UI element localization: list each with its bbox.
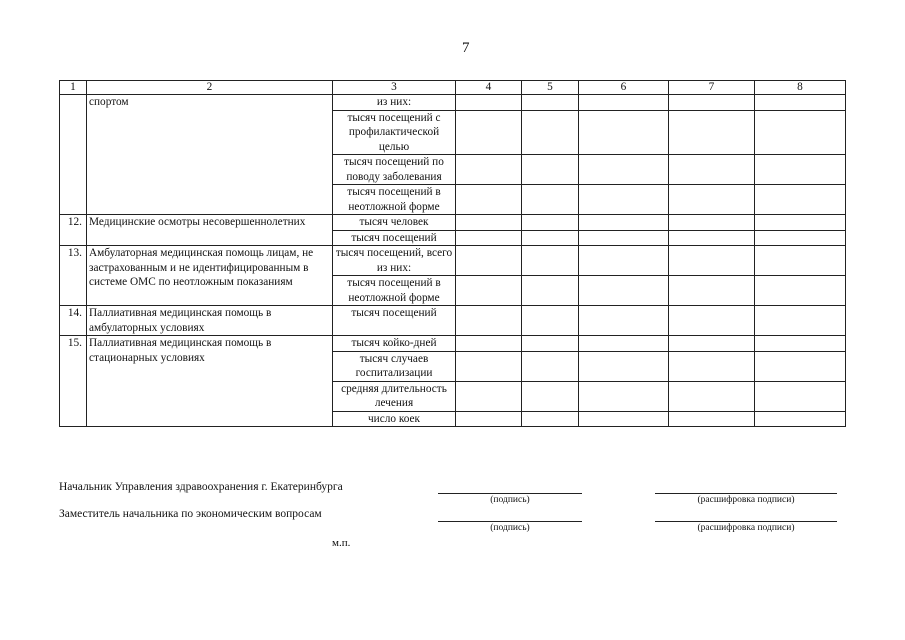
value-cell: [522, 230, 579, 246]
table-row: [60, 246, 846, 276]
value-cell: [456, 276, 522, 306]
page-number: 7: [462, 40, 470, 56]
value-cell: [755, 230, 846, 246]
value-cell: [456, 110, 522, 155]
table-row: [60, 336, 846, 352]
value-cell: [522, 351, 579, 381]
value-cell: [755, 306, 846, 336]
value-cell: [456, 381, 522, 411]
value-cell: [669, 246, 755, 276]
value-cell: [669, 95, 755, 111]
row-name-cell: Паллиативная медицинская помощь в амбулаторных условиях: [87, 306, 333, 336]
unit-cell: тысяч посещений по поводу заболевания: [333, 155, 456, 185]
header-cell: 6: [579, 81, 669, 95]
signature-line: [438, 521, 582, 522]
value-cell: [579, 276, 669, 306]
value-cell: [669, 185, 755, 215]
value-cell: [755, 215, 846, 231]
value-cell: [669, 351, 755, 381]
unit-cell: тысяч случаев госпитализации: [333, 351, 456, 381]
deputy-title: Заместитель начальника по экономическим вопросам: [59, 508, 322, 520]
unit-cell: тысяч посещений в неотложной форме: [333, 185, 456, 215]
table-row: [60, 215, 846, 231]
decoding-caption: (расшифровка подписи): [697, 523, 795, 533]
value-cell: [579, 215, 669, 231]
table-row: [60, 95, 846, 111]
header-cell: 2: [87, 81, 333, 95]
value-cell: [669, 215, 755, 231]
unit-cell: тысяч человек: [333, 215, 456, 231]
unit-cell: тысяч посещений: [333, 306, 456, 336]
value-cell: [522, 110, 579, 155]
header-cell: 4: [456, 81, 522, 95]
unit-cell: тысяч посещений, всего из них:: [333, 246, 456, 276]
header-cell: 1: [60, 81, 87, 95]
decoding-line: [655, 493, 837, 494]
value-cell: [669, 411, 755, 427]
value-cell: [579, 110, 669, 155]
header-row: [60, 81, 846, 95]
value-cell: [456, 95, 522, 111]
value-cell: [579, 306, 669, 336]
value-cell: [522, 381, 579, 411]
value-cell: [579, 95, 669, 111]
value-cell: [755, 411, 846, 427]
value-cell: [456, 246, 522, 276]
value-cell: [522, 246, 579, 276]
value-cell: [755, 246, 846, 276]
value-cell: [755, 351, 846, 381]
head-title: Начальник Управления здравоохранения г. Екатеринбурга: [59, 481, 343, 493]
value-cell: [755, 110, 846, 155]
value-cell: [522, 306, 579, 336]
value-cell: [456, 155, 522, 185]
unit-cell: число коек: [333, 411, 456, 427]
row-number-cell: 14.: [60, 306, 87, 336]
value-cell: [456, 185, 522, 215]
value-cell: [456, 215, 522, 231]
header-cell: 5: [522, 81, 579, 95]
value-cell: [669, 336, 755, 352]
row-name-cell: спортом: [87, 95, 333, 215]
value-cell: [522, 215, 579, 231]
header-cell: 3: [333, 81, 456, 95]
unit-cell: тысяч посещений с профилактической целью: [333, 110, 456, 155]
row-number-cell: 12.: [60, 215, 87, 246]
value-cell: [456, 351, 522, 381]
row-number-cell: 13.: [60, 246, 87, 306]
value-cell: [456, 411, 522, 427]
value-cell: [522, 185, 579, 215]
unit-cell: тысяч койко-дней: [333, 336, 456, 352]
value-cell: [579, 230, 669, 246]
value-cell: [579, 246, 669, 276]
value-cell: [522, 95, 579, 111]
value-cell: [522, 336, 579, 352]
signature-line: [438, 493, 582, 494]
value-cell: [579, 411, 669, 427]
value-cell: [669, 276, 755, 306]
value-cell: [755, 381, 846, 411]
unit-cell: тысяч посещений в неотложной форме: [333, 276, 456, 306]
decoding-caption: (расшифровка подписи): [697, 495, 795, 505]
value-cell: [669, 381, 755, 411]
unit-cell: тысяч посещений: [333, 230, 456, 246]
header-cell: 7: [669, 81, 755, 95]
signature-caption: (подпись): [490, 495, 530, 505]
unit-cell: из них:: [333, 95, 456, 111]
header-cell: 8: [755, 81, 846, 95]
signature-caption: (подпись): [490, 523, 530, 533]
value-cell: [669, 155, 755, 185]
stamp-mark: м.п.: [332, 537, 351, 549]
row-name-cell: Медицинские осмотры несовершеннолетних: [87, 215, 333, 246]
decoding-line: [655, 521, 837, 522]
value-cell: [755, 276, 846, 306]
value-cell: [456, 336, 522, 352]
report-table: [59, 80, 846, 427]
value-cell: [669, 306, 755, 336]
table-row: [60, 306, 846, 336]
row-number-cell: 15.: [60, 336, 87, 427]
value-cell: [579, 351, 669, 381]
value-cell: [579, 336, 669, 352]
value-cell: [522, 276, 579, 306]
row-name-cell: Паллиативная медицинская помощь в стационарных условиях: [87, 336, 333, 427]
value-cell: [456, 306, 522, 336]
row-number-cell: [60, 95, 87, 215]
value-cell: [669, 110, 755, 155]
value-cell: [522, 411, 579, 427]
value-cell: [579, 381, 669, 411]
value-cell: [669, 230, 755, 246]
value-cell: [579, 185, 669, 215]
value-cell: [755, 155, 846, 185]
value-cell: [755, 336, 846, 352]
value-cell: [755, 95, 846, 111]
value-cell: [579, 155, 669, 185]
row-name-cell: Амбулаторная медицинская помощь лицам, не застрахованным и не идентифицированным в системе ОМС по неотложным показаниям: [87, 246, 333, 306]
value-cell: [755, 185, 846, 215]
value-cell: [456, 230, 522, 246]
value-cell: [522, 155, 579, 185]
unit-cell: средняя длительность лечения: [333, 381, 456, 411]
